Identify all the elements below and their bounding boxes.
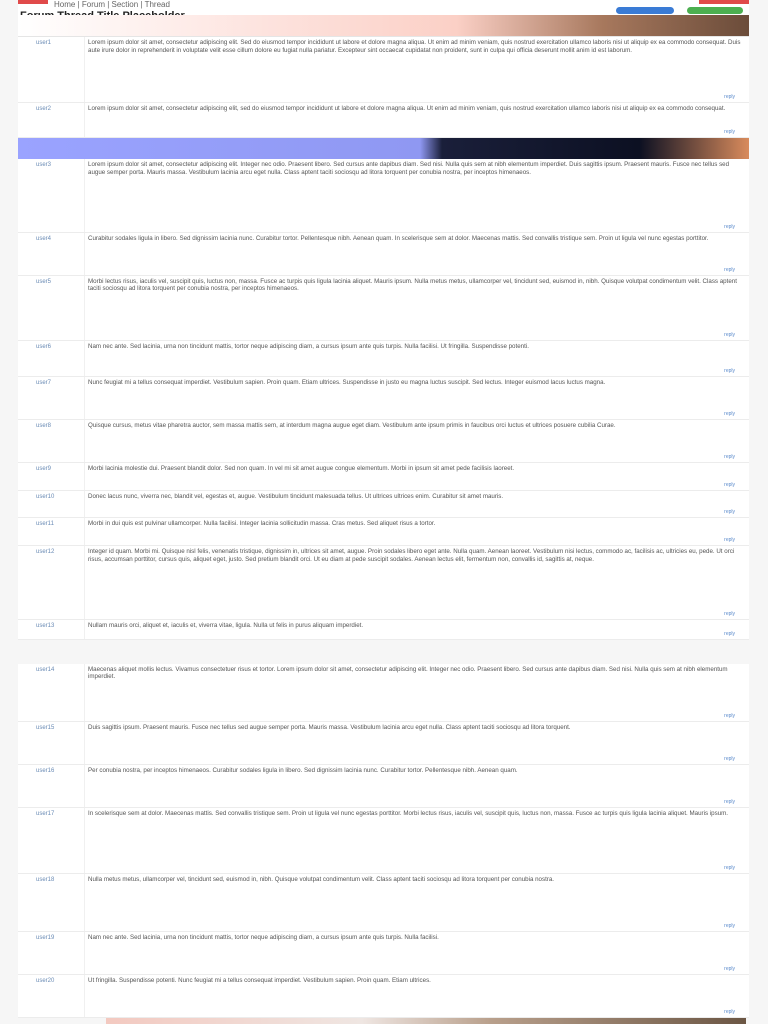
post-author[interactable]: user3 xyxy=(36,162,52,169)
post-author[interactable]: user10 xyxy=(36,493,55,500)
post-author-column xyxy=(18,975,85,1017)
post-row xyxy=(18,420,749,463)
post-row xyxy=(18,276,749,342)
post-list-group-3 xyxy=(18,664,749,1018)
post-author-column xyxy=(18,518,85,545)
post-author[interactable]: user12 xyxy=(36,549,55,556)
post-row xyxy=(18,765,749,808)
post-body: Per conubia nostra, per inceptos himenaeos. Curabitur sodales ligula in libero. Sed dignissim lacinia nunc. Curabitur tortor. Pellentesque nibh. Aenean quam. xyxy=(88,766,518,774)
reply-link[interactable]: reply xyxy=(724,410,735,417)
post-row xyxy=(18,491,749,519)
post-author[interactable]: user8 xyxy=(36,422,52,429)
post-author-column xyxy=(18,103,85,137)
mid-ad-banner[interactable] xyxy=(18,138,749,159)
post-author[interactable]: user4 xyxy=(36,235,52,242)
post-row xyxy=(18,932,749,975)
post-author[interactable]: user1 xyxy=(36,40,52,46)
reply-link[interactable]: reply xyxy=(724,332,735,339)
post-body: Nullam mauris orci, aliquet et, iaculis et, viverra vitae, ligula. Nulla ut felis in purus aliquam imperdiet. xyxy=(88,621,364,629)
post-author-column xyxy=(18,620,85,639)
post-author-column xyxy=(18,808,85,873)
post-author[interactable]: user20 xyxy=(36,977,55,984)
post-author[interactable]: user11 xyxy=(36,521,54,528)
post-author-column xyxy=(18,463,85,490)
register-button[interactable] xyxy=(687,7,743,14)
post-author[interactable]: user19 xyxy=(36,934,55,941)
post-author-column xyxy=(18,420,85,462)
post-author-column xyxy=(18,765,85,807)
post-row xyxy=(18,233,749,276)
post-body: Quisque cursus, metus vitae pharetra auctor, sem massa mattis sem, at interdum magna augue eget diam. Vestibulum ante ipsum primis in faucibus orci luctus et ultrices posuere cubilia Curae. xyxy=(88,421,616,429)
reply-link[interactable]: reply xyxy=(724,223,735,230)
post-row xyxy=(18,808,749,874)
reply-link[interactable]: reply xyxy=(724,755,735,762)
post-author-column xyxy=(18,546,85,618)
post-body: Lorem ipsum dolor sit amet, consectetur adipiscing elit. Integer nec odio. Praesent libero. Sed cursus ante dapibus diam. Sed nisi. Nulla quis sem at nibh elementum imperdiet. Duis sagittis ipsum. Praesent mauris. Fusce nec tellus sed augue semper porta. Mauris massa. Vestibulum lacinia arcu eget nulla. Class aptent taciti sociosqu ad litora torquent per conubia nostra, per inceptos himenaeos. xyxy=(88,161,730,176)
post-row xyxy=(18,664,749,722)
reply-link[interactable]: reply xyxy=(724,537,735,544)
post-row xyxy=(18,874,749,932)
post-row xyxy=(18,103,749,138)
post-author-column xyxy=(18,491,85,518)
post-author[interactable]: user7 xyxy=(36,379,52,386)
post-author-column xyxy=(18,233,85,275)
post-body: Nulla metus metus, ullamcorper vel, tincidunt sed, euismod in, nibh. Quisque volutpat condimentum velit. Class aptent taciti sociosqu ad litora torquent per conubia nostra. xyxy=(88,875,555,883)
post-author-column xyxy=(18,159,85,231)
post-body: Lorem ipsum dolor sit amet, consectetur adipiscing elit. Sed do eiusmod tempor incididunt ut labore et dolore magna aliqua. Ut enim ad minim veniam, quis nostrud exercitation ullamco laboris nisi ut aliquip ex ea commodo consequat. Duis aute irure dolor in reprehenderit in voluptate velit esse cillum dolore eu fugiat nulla pariatur. Excepteur sint occaecat cupidatat non proident, sunt in culpa qui officia deserunt mollit anim id est laborum. xyxy=(88,39,741,54)
post-list-group-1 xyxy=(18,37,749,138)
reply-link[interactable]: reply xyxy=(724,481,735,488)
post-body: Duis sagittis ipsum. Praesent mauris. Fusce nec tellus sed augue semper porta. Mauris massa. Vestibulum lacinia arcu eget nulla. Class aptent taciti sociosqu ad litora torquent. xyxy=(88,723,571,731)
post-body: Integer id quam. Morbi mi. Quisque nisl felis, venenatis tristique, dignissim in, ultrices sit amet, augue. Proin sodales libero eget ante. Nulla quam. Aenean laoreet. Vestibulum nisi lectus, commodo ac, facilisis ac, ultricies eu, pede. Ut orci risus, accumsan porttitor, cursus quis, aliquet eget, justo. Sed pretium blandit orci. Ut eu diam at pede suscipit sodales. Aenean lectus elit, fermentum non, convallis id, sagittis at, neque. xyxy=(88,548,735,563)
post-author-column xyxy=(18,341,85,375)
post-author-column xyxy=(18,664,85,721)
header-accent-left xyxy=(18,0,48,4)
reply-link[interactable]: reply xyxy=(724,129,735,136)
post-body: Donec lacus nunc, viverra nec, blandit vel, egestas et, augue. Vestibulum tincidunt malesuada tellus. Ut ultrices ultrices enim. Curabitur sit amet mauris. xyxy=(88,492,504,500)
reply-link[interactable]: reply xyxy=(724,93,735,100)
post-author-column xyxy=(18,874,85,931)
post-row xyxy=(18,722,749,765)
post-body: Nam nec ante. Sed lacinia, urna non tincidunt mattis, tortor neque adipiscing diam, a cursus ipsum ante quis turpis. Nulla facilisi. Ut fringilla. Suspendisse potenti. xyxy=(88,343,529,351)
post-row xyxy=(18,341,749,376)
bottom-ad-banner[interactable] xyxy=(106,1018,746,1024)
site-header xyxy=(18,0,749,37)
pagination xyxy=(18,640,749,664)
reply-link[interactable]: reply xyxy=(724,266,735,273)
post-row xyxy=(18,159,749,232)
post-body: Ut fringilla. Suspendisse potenti. Nunc feugiat mi a tellus consequat imperdiet. Vestibulum sapien. Proin quam. Etiam ultrices. xyxy=(88,976,431,984)
post-author[interactable]: user17 xyxy=(36,810,55,817)
post-body: Maecenas aliquet mollis lectus. Vivamus consectetuer risus et tortor. Lorem ipsum dolor sit amet, consectetur adipiscing elit. Integer nec odio. Praesent libero. Sed cursus ante dapibus diam. Sed nisi. Nulla quis sem at nibh elementum imperdiet. xyxy=(88,665,728,681)
post-row xyxy=(18,37,749,103)
post-author[interactable]: user9 xyxy=(36,465,52,472)
post-author[interactable]: user16 xyxy=(36,767,55,774)
post-body: Morbi in dui quis est pulvinar ullamcorper. Nulla facilisi. Integer lacinia sollicitudin massa. Cras metus. Sed aliquet risus a tortor. xyxy=(88,520,436,528)
reply-link[interactable]: reply xyxy=(724,610,735,617)
post-author[interactable]: user18 xyxy=(36,876,55,883)
login-button[interactable] xyxy=(616,7,674,14)
reply-link[interactable]: reply xyxy=(724,864,735,871)
reply-link[interactable]: reply xyxy=(724,922,735,929)
post-author[interactable]: user15 xyxy=(36,724,55,731)
reply-link[interactable]: reply xyxy=(724,965,735,972)
post-body: Curabitur sodales ligula in libero. Sed dignissim lacinia nunc. Curabitur tortor. Pellentesque nibh. Aenean quam. In scelerisque sem at dolor. Maecenas mattis. Sed convallis tristique sem. Proin ut ligula vel nunc egestas porttitor. xyxy=(88,234,709,242)
post-row xyxy=(18,546,749,619)
page xyxy=(18,0,749,1018)
post-row xyxy=(18,975,749,1018)
reply-link[interactable]: reply xyxy=(724,509,735,516)
post-list-group-2 xyxy=(18,159,749,640)
post-row xyxy=(18,620,749,640)
post-author[interactable]: user5 xyxy=(36,278,52,285)
reply-link[interactable]: reply xyxy=(724,453,735,460)
reply-link[interactable]: reply xyxy=(724,367,735,374)
post-author-column xyxy=(18,722,85,764)
post-body: Nunc feugiat mi a tellus consequat imperdiet. Vestibulum sapien. Proin quam. Etiam ultrices. Suspendisse in justo eu magna luctus suscipit. Sed lectus. Integer euismod lacus luctus magna. xyxy=(88,378,606,386)
post-body: In scelerisque sem at dolor. Maecenas mattis. Sed convallis tristique sem. Proin ut ligula vel nunc egestas porttitor. Morbi lectus risus, iaculis vel, suscipit quis, luctus non, massa. Fusce ac turpis quis ligula lacinia aliquet. Mauris ipsum. xyxy=(88,809,729,817)
post-row xyxy=(18,377,749,420)
header-accent-right xyxy=(699,0,749,4)
post-author[interactable]: user14 xyxy=(36,666,55,673)
reply-link[interactable]: reply xyxy=(724,630,735,637)
post-body: Nam nec ante. Sed lacinia, urna non tincidunt mattis, tortor neque adipiscing diam, a cursus ipsum ante quis turpis. Nulla facilisi. xyxy=(88,933,439,941)
reply-link[interactable]: reply xyxy=(724,1008,735,1015)
reply-link[interactable]: reply xyxy=(724,712,735,719)
post-author[interactable]: user13 xyxy=(36,622,55,629)
post-author-column xyxy=(18,37,85,102)
reply-link[interactable]: reply xyxy=(724,798,735,805)
post-body: Morbi lectus risus, iaculis vel, suscipit quis, luctus non, massa. Fusce ac turpis quis ligula lacinia aliquet. Mauris ipsum. Nulla metus metus, ullamcorper vel, tincidunt sed, euismod in, nibh. Quisque volutpat condimentum velit. Class aptent taciti sociosqu ad litora torquent per conubia nostra, per inceptos himenaeos. xyxy=(88,277,737,293)
post-body: Lorem ipsum dolor sit amet, consectetur adipiscing elit, sed do eiusmod tempor incididunt ut labore et dolore magna aliqua. Ut enim ad minim veniam, quis nostrud exercitation ullamco laboris nisi ut aliquip ex ea commodo consequat. xyxy=(88,104,726,112)
post-row xyxy=(18,518,749,546)
top-ad-banner[interactable] xyxy=(18,15,749,36)
post-author-column xyxy=(18,276,85,341)
post-body: Morbi lacinia molestie dui. Praesent blandit dolor. Sed non quam. In vel mi sit amet augue congue elementum. Morbi in ipsum sit amet pede facilisis laoreet. xyxy=(88,464,515,472)
post-author-column xyxy=(18,932,85,974)
post-author[interactable]: user6 xyxy=(36,344,52,351)
post-author[interactable]: user2 xyxy=(36,105,52,112)
post-author-column xyxy=(18,377,85,419)
post-row xyxy=(18,463,749,491)
breadcrumb[interactable]: Home | Forum | Section | Thread xyxy=(54,0,170,9)
